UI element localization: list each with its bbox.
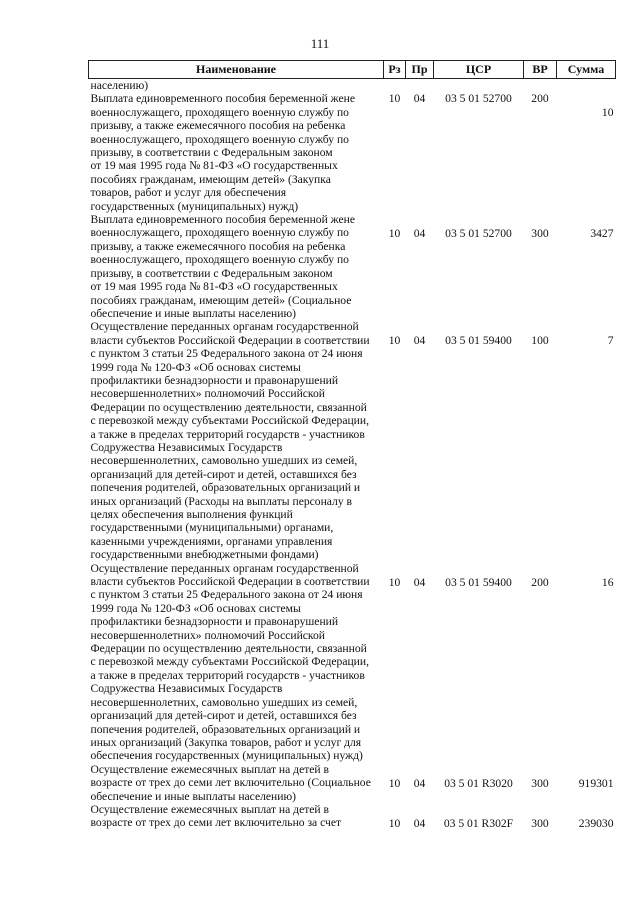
row-name-line: обеспечение и иные выплаты населению) bbox=[90, 789, 296, 803]
row-name-cell bbox=[89, 320, 384, 561]
header-sum: Сумма bbox=[557, 61, 616, 79]
row-vr-cell: 200 bbox=[531, 92, 549, 106]
row-name-line: возрасте от трех до семи лет включительно (Социальное bbox=[90, 776, 371, 790]
row-name-line: военнослужащего, проходящего военную службу по bbox=[90, 132, 349, 146]
row-name-line: обеспечения государственных (муниципальных) нужд) bbox=[90, 749, 363, 763]
row-vr-cell: 300 bbox=[531, 227, 549, 241]
row-name-cell bbox=[89, 763, 384, 803]
row-sum-cell: 16 bbox=[601, 575, 614, 589]
row-csr-cell: 03 5 01 59400 bbox=[445, 334, 512, 348]
row-name-line: военнослужащего, проходящего военную службу по bbox=[90, 226, 349, 240]
row-name-line: власти субъектов Российской Федерации в соответствии bbox=[90, 333, 370, 347]
row-name-line: казенными учреждениями, органами управления bbox=[90, 534, 333, 548]
row-name-line: организаций для детей-сирот и детей, оставшихся без bbox=[90, 467, 357, 481]
row-name-line: а также в пределах территорий государств - участников bbox=[90, 427, 365, 441]
row-name-line: Содружества Независимых Государств bbox=[90, 682, 283, 696]
row-csr-cell: 03 5 01 R3020 bbox=[444, 776, 513, 790]
row-name-line: обеспечение и иные выплаты населению) bbox=[90, 306, 296, 320]
row-name-line: государственными внебюджетными фондами) bbox=[90, 548, 319, 562]
table-row bbox=[89, 320, 616, 561]
row-name-line: государственными (муниципальными) органами, bbox=[90, 521, 334, 535]
table-row bbox=[89, 92, 616, 213]
row-pr-cell: 04 bbox=[413, 816, 426, 830]
row-name-cell bbox=[89, 562, 384, 763]
row-name-line: государственных (муниципальных) нужд) bbox=[90, 199, 299, 213]
row-name-line: иных организаций (Закупка товаров, работ и услуг для bbox=[90, 735, 362, 749]
header-pr: Пр bbox=[406, 61, 434, 79]
row-pr-cell: 04 bbox=[413, 92, 426, 106]
header-csr: ЦСР bbox=[434, 61, 524, 79]
row-rz-cell: 10 bbox=[388, 334, 401, 348]
row-name-line: попечения родителей, образовательных организаций и bbox=[90, 481, 361, 495]
row-name-line: военнослужащего, проходящего военную службу по bbox=[90, 105, 349, 119]
row-name-line: пособиях гражданам, имеющим детей» (Закупка bbox=[90, 172, 331, 186]
row-pr-cell: 04 bbox=[413, 227, 426, 241]
continuation-text: населению) bbox=[90, 79, 149, 92]
row-name-line: профилактики безнадзорности и правонарушений bbox=[90, 373, 339, 387]
row-pr-cell: 04 bbox=[413, 334, 426, 348]
row-pr-cell: 04 bbox=[413, 776, 426, 790]
page-number: 111 bbox=[310, 36, 330, 51]
row-sum-cell: 239030 bbox=[578, 816, 614, 830]
row-name-line: 1999 года № 120-ФЗ «Об основах системы bbox=[90, 601, 301, 615]
row-name-line: от 19 мая 1995 года № 81-ФЗ «О государственных bbox=[90, 280, 338, 294]
row-name-line: с пунктом 3 статьи 25 Федерального закона от 24 июня bbox=[90, 588, 363, 602]
row-name-cell bbox=[89, 92, 384, 213]
row-name-line: Выплата единовременного пособия беременной жене bbox=[90, 213, 356, 227]
row-name-line: Федерации по осуществлению деятельности, связанной bbox=[90, 642, 367, 656]
row-name-line: Осуществление переданных органам государственной bbox=[90, 561, 359, 575]
row-name-line: попечения родителей, образовательных организаций и bbox=[90, 722, 361, 736]
row-name-line: Федерации по осуществлению деятельности, связанной bbox=[90, 400, 367, 414]
row-vr-cell: 300 bbox=[531, 816, 549, 830]
row-name-line: с перевозкой между субъектами Российской Федерации, bbox=[90, 414, 369, 428]
row-csr-cell: 03 5 01 59400 bbox=[445, 575, 512, 589]
row-rz-cell: 10 bbox=[388, 575, 401, 589]
row-name-line: Осуществление переданных органам государственной bbox=[90, 320, 359, 334]
row-name-line: организаций для детей-сирот и детей, оставшихся без bbox=[90, 709, 357, 723]
row-name-line: целях обеспечения выполнения функций bbox=[90, 508, 293, 521]
row-csr-cell: 03 5 01 52700 bbox=[445, 92, 512, 106]
table-row bbox=[89, 763, 616, 803]
header-vr: ВР bbox=[524, 61, 557, 79]
table-row bbox=[89, 213, 616, 320]
row-name-line: призыву, в соответствии с Федеральным законом bbox=[90, 266, 333, 280]
row-name-line: несовершеннолетних, самовольно ушедших из семей, bbox=[90, 695, 358, 709]
row-rz-cell: 10 bbox=[388, 227, 401, 241]
table-body bbox=[89, 79, 616, 831]
row-name-line: с перевозкой между субъектами Российской Федерации, bbox=[90, 655, 369, 669]
row-rz-cell: 10 bbox=[388, 816, 401, 830]
row-sum-cell: 919301 bbox=[578, 776, 614, 790]
row-csr-cell: 03 5 01 52700 bbox=[445, 227, 512, 241]
row-pr-cell: 04 bbox=[413, 575, 426, 589]
row-sum-cell: 7 bbox=[607, 334, 614, 348]
row-name-line: 1999 года № 120-ФЗ «Об основах системы bbox=[90, 360, 301, 374]
row-name-line: пособиях гражданам, имеющим детей» (Социальное bbox=[90, 293, 352, 307]
row-sum-cell: 3427 bbox=[590, 227, 614, 241]
row-name-line: призыву, а также ежемесячного пособия на ребенка bbox=[90, 119, 346, 133]
row-sum-cell: 10 bbox=[601, 106, 614, 120]
row-name-line: профилактики безнадзорности и правонарушений bbox=[90, 615, 339, 629]
row-name-line: Осуществление ежемесячных выплат на детей в bbox=[90, 762, 330, 776]
row-name-line: а также в пределах территорий государств - участников bbox=[90, 668, 365, 682]
row-rz-cell: 10 bbox=[388, 92, 401, 106]
row-name-line: военнослужащего, проходящего военную службу по bbox=[90, 253, 349, 267]
header-name: Наименование bbox=[89, 61, 384, 79]
row-name-line: власти субъектов Российской Федерации в соответствии bbox=[90, 575, 370, 589]
row-rz-cell: 10 bbox=[388, 776, 401, 790]
row-name-line: Осуществление ежемесячных выплат на детей в bbox=[90, 802, 330, 816]
budget-table bbox=[88, 60, 616, 830]
header-rz: Рз bbox=[384, 61, 406, 79]
row-vr-cell: 100 bbox=[531, 334, 549, 348]
row-name-line: от 19 мая 1995 года № 81-ФЗ «О государственных bbox=[90, 159, 338, 173]
table-header-row bbox=[89, 61, 616, 79]
table-row bbox=[89, 803, 616, 830]
row-name-line: несовершеннолетних» полномочий Российской bbox=[90, 628, 325, 642]
row-name-line: иных организаций (Расходы на выплаты персоналу в bbox=[90, 494, 352, 508]
row-name-line: Выплата единовременного пособия беременной жене bbox=[90, 92, 356, 106]
row-name-line: возрасте от трех до семи лет включительно за счет bbox=[90, 816, 342, 830]
row-name-cell bbox=[89, 213, 384, 320]
row-name-line: призыву, а также ежемесячного пособия на ребенка bbox=[90, 239, 346, 253]
row-name-line: товаров, работ и услуг для обеспечения bbox=[90, 186, 287, 200]
row-name-cell bbox=[89, 803, 384, 830]
row-name-line: призыву, в соответствии с Федеральным законом bbox=[90, 146, 333, 160]
table-row bbox=[89, 562, 616, 763]
row-name-line: Содружества Независимых Государств bbox=[90, 440, 283, 454]
row-csr-cell: 03 5 01 R302F bbox=[443, 816, 514, 830]
row-vr-cell: 200 bbox=[531, 575, 549, 589]
row-vr-cell: 300 bbox=[531, 776, 549, 790]
row-name-line: несовершеннолетних» полномочий Российской bbox=[90, 387, 325, 401]
table-row-continuation bbox=[89, 79, 616, 93]
row-name-line: несовершеннолетних, самовольно ушедших из семей, bbox=[90, 454, 358, 468]
row-name-line: с пунктом 3 статьи 25 Федерального закона от 24 июня bbox=[90, 347, 363, 361]
